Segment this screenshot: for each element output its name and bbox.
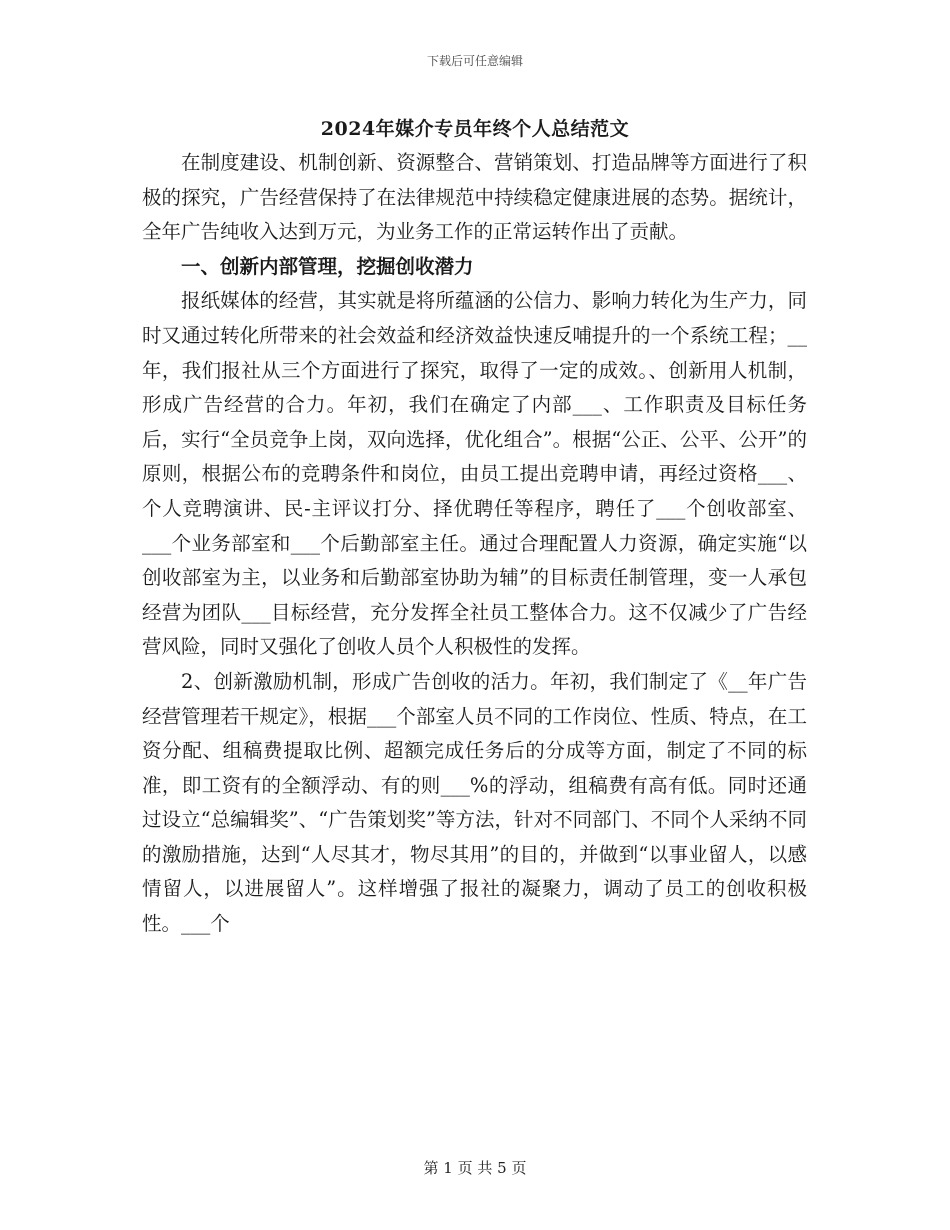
body-paragraph: 2、创新激励机制，形成广告创收的活力。年初，我们制定了《__年广告经营管理若干规定》，根据___个部室人员不同的工作岗位、性质、特点，在工资分配、组稿费提取比例、超额完成任务后的分成等方面，制定了不同的标准，即工资有的全额浮动、有的则___%的浮动，组稿费有高有低。同时还通过设立“总编辑奖”、“广告策划奖”等方法，针对不同部门、不同个人采纳不同的激励措施，达到“人尽其才，物尽其用”的目的，并做到“以事业留人，以感情留人，以进展留人”。这样增强了报社的凝聚力，调动了员工的创收积极性。___个 bbox=[142, 669, 807, 936]
document-body bbox=[142, 146, 807, 942]
page-footer: 第 1 页 共 5 页 bbox=[423, 1159, 527, 1177]
section-heading: 一、创新内部管理，挖掘创收潜力 bbox=[181, 254, 474, 278]
header-note: 下载后可任意编辑 bbox=[426, 54, 523, 68]
body-paragraph: 报纸媒体的经营，其实就是将所蕴涵的公信力、影响力转化为生产力，同时又通过转化所带来的社会效益和经济效益快速反哺提升的一个系统工程；__年，我们报社从三个方面进行了探究，取得了一定的成效。、创新用人机制，形成广告经营的合力。年初，我们在确定了内部___、工作职责及目标任务后，实行“全员竞争上岗，双向选择，优化组合”。根据“公正、公平、公开”的原则，根据公布的竞聘条件和岗位，由员工提出竞聘申请，再经过资格___、个人竞聘演讲、民-主评议打分、择优聘任等程序，聘任了___个创收部室、___个业务部室和___个后勤部室主任。通过合理配置人力资源，确定实施“以创收部室为主，以业务和后勤部室协助为辅”的目标责任制管理，变一人承包经营为团队___目标经营，充分发挥全社员工整体合力。这不仅减少了广告经营风险，同时又强化了创收人员个人积极性的发挥。 bbox=[142, 289, 807, 659]
intro-paragraph: 在制度建设、机制创新、资源整合、营销策划、打造品牌等方面进行了积极的探究，广告经营保持了在法律规范中持续稳定健康进展的态势。据统计，全年广告纯收入达到万元，为业务工作的正常运转作出了贡献。 bbox=[142, 151, 807, 244]
document-title: 2024年媒介专员年终个人总结范文 bbox=[320, 118, 630, 140]
